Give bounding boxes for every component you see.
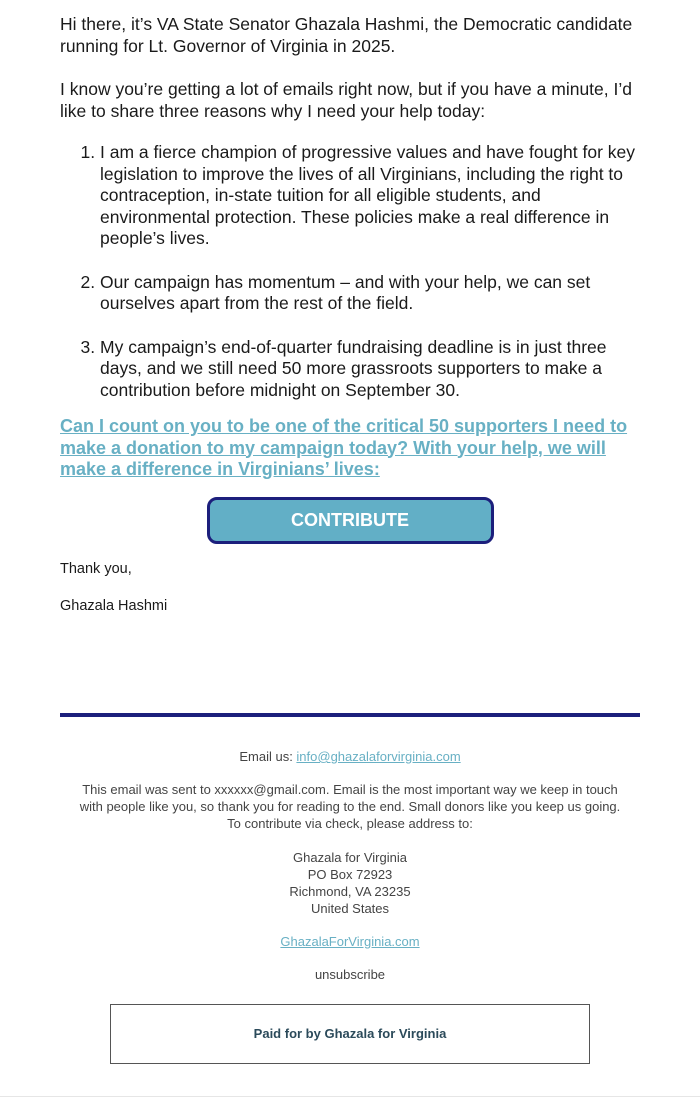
address-line: PO Box 72923 bbox=[307, 867, 393, 882]
email-footer bbox=[75, 748, 625, 983]
lead-in-paragraph: I know you’re getting a lot of emails right now, but if you have a minute, I’d like to share three reasons why I need your help today: bbox=[60, 79, 632, 121]
unsubscribe-link[interactable]: unsubscribe bbox=[314, 967, 386, 982]
bottom-separator bbox=[0, 1096, 700, 1097]
address-line: United States bbox=[310, 901, 390, 916]
intro-paragraph: Hi there, it’s VA State Senator Ghazala Hashmi, the Democratic candidate running for Lt. Governor of Virginia in 2025. bbox=[60, 14, 633, 56]
reasons-list bbox=[60, 142, 645, 401]
reason-item-3: 3. My campaign’s end-of-quarter fundraising deadline is in just three days, and we still need 50 more grassroots supporters to make a contribution before midnight on September 30. bbox=[100, 337, 645, 402]
reason-item-1: 1. I am a fierce champion of progressive values and have fought for key legislation to improve the lives of all Virginians, including the right to contraception, in-state tuition for all eligible students, and environmental protection. These policies make a real difference in people’s lives. bbox=[100, 142, 645, 250]
mailing-address bbox=[75, 849, 625, 917]
email-label: Email us: bbox=[239, 749, 297, 764]
contribute-button[interactable]: CONTRIBUTE bbox=[207, 497, 494, 544]
paid-for-disclaimer: Paid for by Ghazala for Virginia bbox=[110, 1004, 590, 1064]
reason-item-2: 2. Our campaign has momentum – and with your help, we can set ourselves apart from the rest of the field. bbox=[100, 272, 645, 315]
address-line: Richmond, VA 23235 bbox=[289, 884, 411, 899]
signoff: Thank you, bbox=[60, 560, 132, 577]
email-link[interactable]: info@ghazalaforvirginia.com bbox=[296, 749, 461, 764]
donation-cta-link[interactable]: Can I count on you to be one of the critical 50 supporters I need to make a donation to my campaign today? With your help, we will make a difference in Virginians’ lives: bbox=[60, 416, 628, 479]
signature-name: Ghazala Hashmi bbox=[60, 597, 168, 614]
footer-divider bbox=[60, 713, 640, 717]
email-body bbox=[60, 14, 645, 614]
footer-email-line bbox=[75, 748, 625, 765]
contribute-button-wrapper bbox=[60, 497, 640, 544]
footer-description: This email was sent to xxxxxx@gmail.com. Email is the most important way we keep in touch with people like you, so thank you for reading to the end. Small donors like you keep us going. To contribute via check, please address to: bbox=[79, 782, 621, 831]
website-link[interactable]: GhazalaForVirginia.com bbox=[280, 934, 420, 949]
address-line: Ghazala for Virginia bbox=[293, 850, 407, 865]
